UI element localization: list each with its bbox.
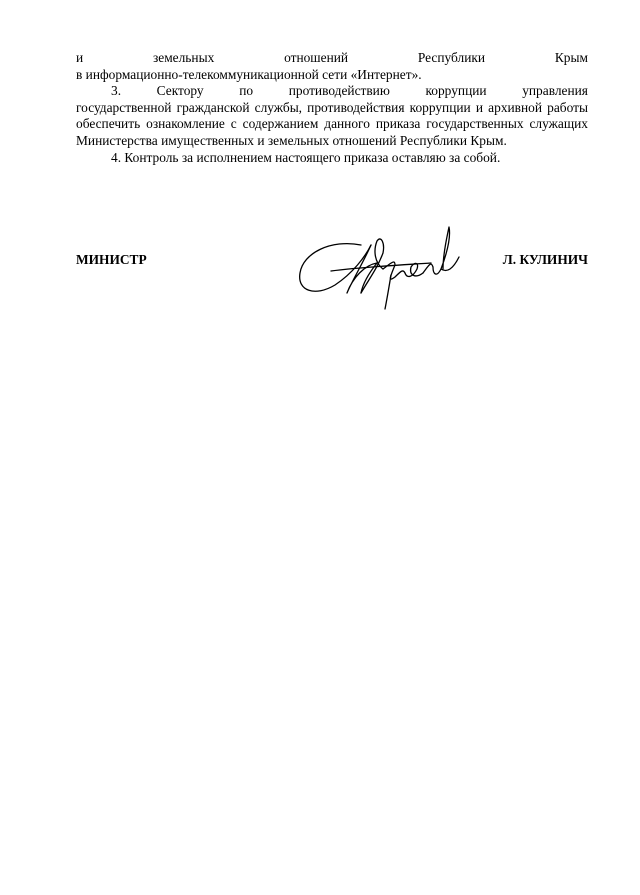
word: земельных	[152, 50, 215, 65]
signer-name: Л. КУЛИНИЧ	[502, 252, 588, 267]
word: Республики	[417, 50, 486, 65]
word: Крым	[554, 50, 588, 65]
word: 3.	[111, 83, 122, 99]
para-4: 4. Контроль за исполнением настоящего приказа оставляю за собой.	[111, 149, 501, 165]
handwritten-signature-icon	[291, 213, 466, 313]
para-2-line-1	[76, 50, 588, 67]
document-body	[76, 50, 588, 166]
word: и	[76, 50, 84, 65]
para-3-body: государственной гражданской службы, противодействия коррупции и архивной работы обеспечить ознакомление с содержанием данного приказа государственных служащих Министерства имущественных и земельных отношений Республики Крым.	[76, 99, 588, 148]
word: Сектору	[156, 83, 204, 99]
word: управления	[522, 83, 588, 99]
position-title: МИНИСТР	[76, 252, 147, 267]
word: по	[239, 83, 254, 99]
word: отношений	[284, 50, 349, 65]
word: коррупции	[425, 83, 487, 99]
signature-block	[76, 243, 588, 313]
word: противодействию	[288, 83, 390, 99]
para-2-line-2: в информационно-телекоммуникационной сети «Интернет».	[76, 66, 422, 82]
para-3-line-1	[76, 83, 588, 100]
